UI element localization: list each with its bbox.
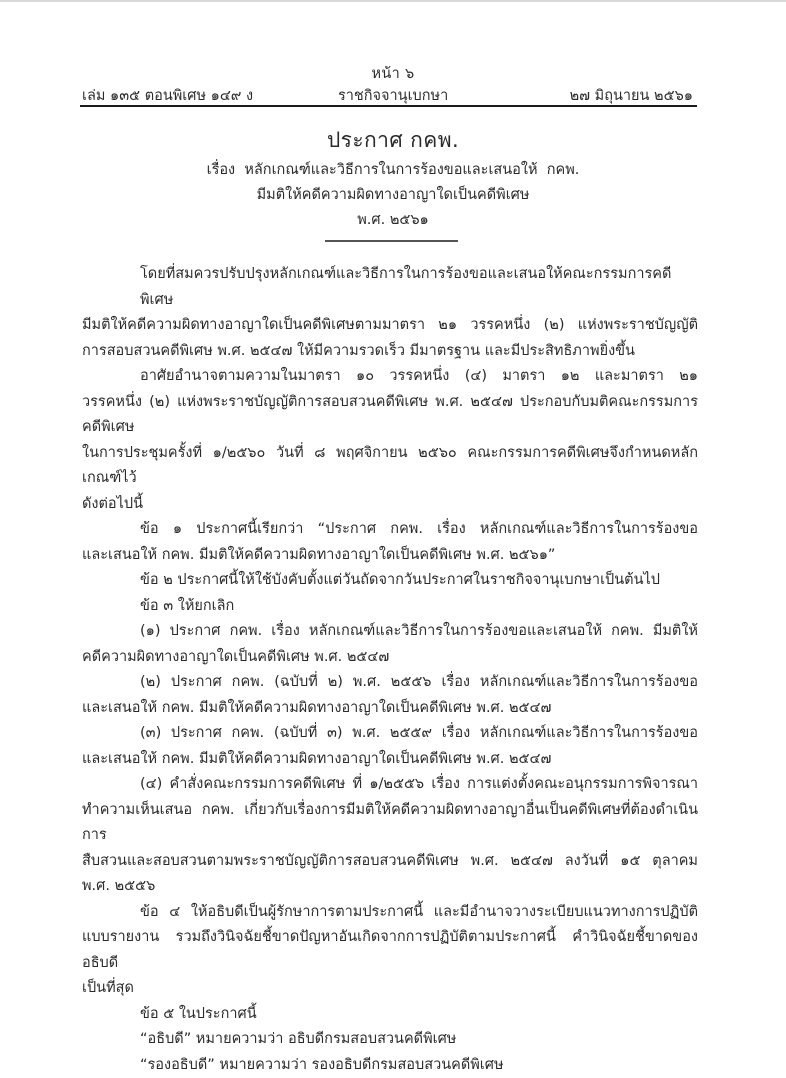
gazette-name: ราชกิจจานุเบกษา xyxy=(338,84,448,107)
document-year: พ.ศ. ๒๕๖๑ xyxy=(0,208,786,231)
volume-issue: เล่ม ๑๓๕ ตอนพิเศษ ๑๔๙ ง xyxy=(82,84,253,107)
header-rule xyxy=(80,105,697,107)
clause-5-heading: ข้อ ๕ ในประกาศนี้ xyxy=(82,1002,698,1028)
clause-5 xyxy=(82,1002,698,1078)
text-line: อาศัยอำนาจตามความในมาตรา ๑๐ วรรคหนึ่ง (๔) มาตรา ๑๒ และมาตรา ๒๑ xyxy=(82,364,698,390)
text-line: มีมติให้คดีความผิดทางอาญาใดเป็นคดีพิเศษตามมาตรา ๒๑ วรรคหนึ่ง (๒) แห่งพระราชบัญญัติ xyxy=(82,313,698,339)
text-line: แบบรายงาน รวมถึงวินิจฉัยชี้ขาดปัญหาอันเกิดจากการปฏิบัติตามประกาศนี้ คำวินิจฉัยชี้ขาดของอธิบดี xyxy=(82,925,698,976)
text-line: การสอบสวนคดีพิเศษ พ.ศ. ๒๕๔๗ ให้มีความรวดเร็ว มีมาตรฐาน และมีประสิทธิภาพยิ่งขึ้น xyxy=(82,339,698,365)
text-line: พ.ศ. ๒๕๕๖ xyxy=(82,874,698,900)
running-header xyxy=(80,84,697,104)
text-line: คดีความผิดทางอาญาใดเป็นคดีพิเศษ พ.ศ. ๒๕๔๗ xyxy=(82,645,698,671)
publication-date: ๒๗ มิถุนายน ๒๕๖๑ xyxy=(570,84,693,107)
page-number: หน้า ๖ xyxy=(0,62,786,85)
document-title: ประกาศ กคพ. xyxy=(0,124,786,157)
text-line: (๒) ประกาศ กคพ. (ฉบับที่ ๒) พ.ศ. ๒๕๕๖ เรื่อง หลักเกณฑ์และวิธีการในการร้องขอ xyxy=(82,670,698,696)
definition-director-general: “อธิบดี” หมายความว่า อธิบดีกรมสอบสวนคดีพิเศษ xyxy=(82,1027,698,1053)
text-line: วรรคหนึ่ง (๒) แห่งพระราชบัญญัติการสอบสวนคดีพิเศษ พ.ศ. ๒๕๔๗ ประกอบกับมติคณะกรรมการคดีพิเศษ xyxy=(82,390,698,441)
title-separator xyxy=(325,240,458,242)
text-line: โดยที่สมควรปรับปรุงหลักเกณฑ์และวิธีการในการร้องขอและเสนอให้คณะกรรมการคดีพิเศษ xyxy=(82,262,698,313)
document-subject-line-2: มีมติให้คดีความผิดทางอาญาใดเป็นคดีพิเศษ xyxy=(0,183,786,206)
clause-3-heading: ข้อ ๓ ให้ยกเลิก xyxy=(82,594,698,620)
repealed-item-1 xyxy=(82,619,698,670)
clause-1 xyxy=(82,517,698,568)
definition-deputy-director-general: “รองอธิบดี” หมายความว่า รองอธิบดีกรมสอบสวนคดีพิเศษ xyxy=(82,1053,698,1078)
text-line: ข้อ ๔ ให้อธิบดีเป็นผู้รักษาการตามประกาศนี้ และมีอำนาจวางระเบียบแนวทางการปฏิบัติ xyxy=(82,900,698,926)
repealed-item-3 xyxy=(82,721,698,772)
document-subject-line-1: เรื่อง หลักเกณฑ์และวิธีการในการร้องขอและเสนอให้ กคพ. xyxy=(0,158,786,181)
text-line: และเสนอให้ กคพ. มีมติให้คดีความผิดทางอาญาใดเป็นคดีพิเศษ พ.ศ. ๒๕๔๗ xyxy=(82,696,698,722)
text-line: ในการประชุมครั้งที่ ๑/๒๕๖๐ วันที่ ๘ พฤศจิกายน ๒๕๖๐ คณะกรรมการคดีพิเศษจึงกำหนดหลักเกณฑ์ไว้ xyxy=(82,441,698,492)
text-line: (๑) ประกาศ กคพ. เรื่อง หลักเกณฑ์และวิธีการในการร้องขอและเสนอให้ กคพ. มีมติให้ xyxy=(82,619,698,645)
text-line: ดังต่อไปนี้ xyxy=(82,492,698,518)
repealed-item-2 xyxy=(82,670,698,721)
text-line: สืบสวนและสอบสวนตามพระราชบัญญัติการสอบสวนคดีพิเศษ พ.ศ. ๒๕๔๗ ลงวันที่ ๑๕ ตุลาคม xyxy=(82,849,698,875)
text-line: ข้อ ๑ ประกาศนี้เรียกว่า “ประกาศ กคพ. เรื่อง หลักเกณฑ์และวิธีการในการร้องขอ xyxy=(82,517,698,543)
repealed-item-4 xyxy=(82,772,698,900)
document-body xyxy=(82,262,698,1078)
text-line: และเสนอให้ กคพ. มีมติให้คดีความผิดทางอาญาใดเป็นคดีพิเศษ พ.ศ. ๒๕๖๑” xyxy=(82,543,698,569)
text-line: (๓) ประกาศ กคพ. (ฉบับที่ ๓) พ.ศ. ๒๕๕๙ เรื่อง หลักเกณฑ์และวิธีการในการร้องขอ xyxy=(82,721,698,747)
clause-2 xyxy=(82,568,698,594)
clause-3 xyxy=(82,594,698,620)
text-line: และเสนอให้ กคพ. มีมติให้คดีความผิดทางอาญาใดเป็นคดีพิเศษ พ.ศ. ๒๕๔๗ xyxy=(82,747,698,773)
text-line: (๔) คำสั่งคณะกรรมการคดีพิเศษ ที่ ๑/๒๕๕๖ เรื่อง การแต่งตั้งคณะอนุกรรมการพิจารณา xyxy=(82,772,698,798)
text-line: เป็นที่สุด xyxy=(82,976,698,1002)
text-line: ทำความเห็นเสนอ กคพ. เกี่ยวกับเรื่องการมีมติให้คดีความผิดทางอาญาอื่นเป็นคดีพิเศษที่ต้องดำเนินการ xyxy=(82,798,698,849)
preamble-paragraph xyxy=(82,262,698,364)
text-line: ข้อ ๒ ประกาศนี้ให้ใช้บังคับตั้งแต่วันถัดจากวันประกาศในราชกิจจานุเบกษาเป็นต้นไป xyxy=(82,568,698,594)
clause-4 xyxy=(82,900,698,1002)
authority-paragraph xyxy=(82,364,698,517)
